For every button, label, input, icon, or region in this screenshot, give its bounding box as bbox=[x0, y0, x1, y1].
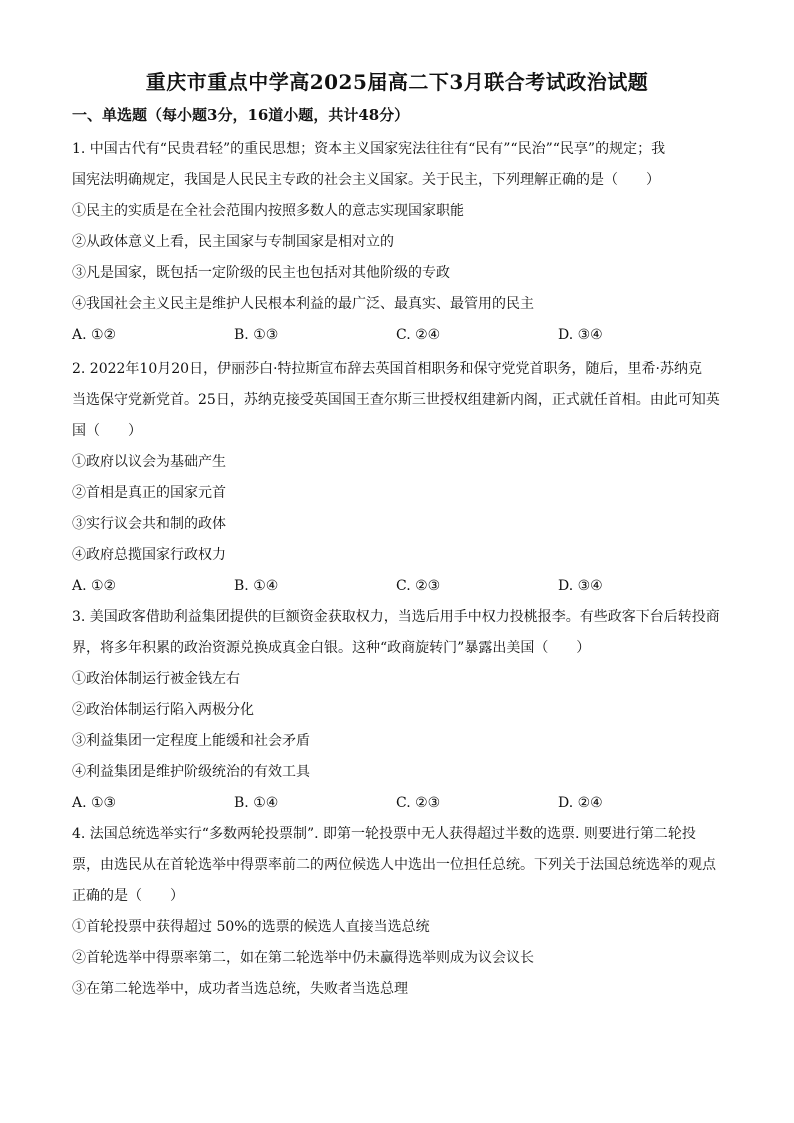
answer-choices bbox=[72, 320, 722, 351]
statement-option: ①政治体制运行被金钱左右 bbox=[72, 671, 240, 687]
page-title: 重庆市重点中学高2025届高二下3月联合考试政治试题 bbox=[145, 70, 649, 94]
question-stem-line: 票，由选民从在首轮选举中得票率前二的两位候选人中选出一位担任总统。下列关于法国总统选举的观点 bbox=[72, 857, 716, 873]
choice-d: D. ②④ bbox=[558, 795, 603, 811]
statement-option: ②首轮选举中得票率第二，如在第二轮选举中仍未赢得选举则成为议会议长 bbox=[72, 950, 534, 966]
question-stem-line: 国（ ） bbox=[72, 423, 142, 439]
statement-option: ③利益集团一定程度上能缓和社会矛盾 bbox=[72, 733, 310, 749]
answer-choices bbox=[72, 788, 722, 819]
choice-b: B. ①④ bbox=[234, 795, 279, 811]
question-stem-line: 国宪法明确规定，我国是人民民主专政的社会主义国家。关于民主，下列理解正确的是（ ） bbox=[72, 172, 660, 188]
question-2 bbox=[72, 354, 722, 602]
choice-d: D. ③④ bbox=[558, 327, 603, 343]
choice-c: C. ②③ bbox=[396, 795, 441, 811]
statement-option: ③在第二轮选举中，成功者当选总统，失败者当选总理 bbox=[72, 981, 408, 997]
statement-option: ②政治体制运行陷入两极分化 bbox=[72, 702, 254, 718]
question-stem-line: 2. 2022年10月20日，伊丽莎白·特拉斯宣布辞去英国首相职务和保守党党首职务，随后，里希·苏纳克 bbox=[72, 361, 702, 377]
question-stem-line: 当选保守党新党首。25日，苏纳克接受英国国王查尔斯三世授权组建新内阁，正式就任首相。由此可知英 bbox=[72, 392, 720, 408]
question-4 bbox=[72, 819, 722, 1005]
question-stem-line: 4. 法国总统选举实行“多数两轮投票制”. 即第一轮投票中无人获得超过半数的选票. 则要进行第二轮投 bbox=[72, 826, 696, 842]
statement-option: ③凡是国家，既包括一定阶级的民主也包括对其他阶级的专政 bbox=[72, 265, 450, 281]
question-stem-line: 1. 中国古代有“民贵君轻”的重民思想；资本主义国家宪法往往有“民有”“民治”“民享”的规定；我 bbox=[72, 141, 666, 157]
statement-option: ④利益集团是维护阶级统治的有效工具 bbox=[72, 764, 310, 780]
statement-option: ②首相是真正的国家元首 bbox=[72, 485, 226, 501]
question-stem-line: 3. 美国政客借助利益集团提供的巨额资金获取权力，当选后用手中权力投桃报李。有些政客下台后转投商 bbox=[72, 609, 720, 625]
section-heading: 一、单选题（每小题3分，16道小题，共计48分） bbox=[72, 106, 410, 124]
choice-a: A. ①② bbox=[72, 578, 117, 594]
statement-option: ④政府总揽国家行政权力 bbox=[72, 547, 226, 563]
statement-option: ④我国社会主义民主是维护人民根本利益的最广泛、最真实、最管用的民主 bbox=[72, 296, 534, 312]
statement-option: ①首轮投票中获得超过 50%的选票的候选人直接当选总统 bbox=[72, 919, 430, 935]
choice-b: B. ①③ bbox=[234, 327, 279, 343]
answer-choices bbox=[72, 571, 722, 602]
choice-b: B. ①④ bbox=[234, 578, 279, 594]
statement-option: ③实行议会共和制的政体 bbox=[72, 516, 226, 532]
choice-a: A. ①③ bbox=[72, 795, 117, 811]
statement-option: ②从政体意义上看，民主国家与专制国家是相对立的 bbox=[72, 234, 394, 250]
question-1 bbox=[72, 134, 722, 351]
statement-option: ①政府以议会为基础产生 bbox=[72, 454, 226, 470]
statement-option: ①民主的实质是在全社会范围内按照多数人的意志实现国家职能 bbox=[72, 203, 464, 219]
choice-d: D. ③④ bbox=[558, 578, 603, 594]
choice-c: C. ②③ bbox=[396, 578, 441, 594]
choice-c: C. ②④ bbox=[396, 327, 441, 343]
question-stem-line: 界，将多年积累的政治资源兑换成真金白银。这种“政商旋转门”暴露出美国（ ） bbox=[72, 640, 591, 656]
choice-a: A. ①② bbox=[72, 327, 117, 343]
question-3 bbox=[72, 602, 722, 819]
question-stem-line: 正确的是（ ） bbox=[72, 888, 184, 904]
